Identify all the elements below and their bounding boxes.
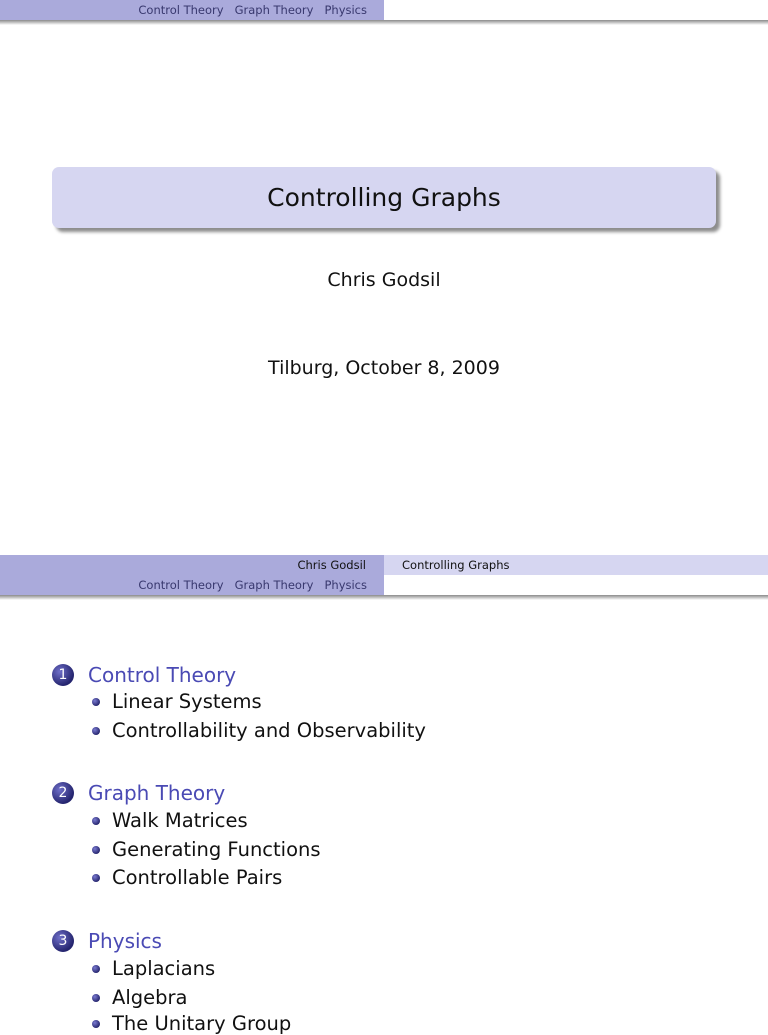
bullet-icon bbox=[92, 874, 100, 882]
toc-section-1[interactable] bbox=[52, 663, 236, 687]
bullet-icon bbox=[92, 698, 100, 706]
toc-section-3[interactable] bbox=[52, 929, 162, 953]
nav-link-control-theory[interactable]: Control Theory bbox=[138, 3, 224, 17]
event-date: Tilburg, October 8, 2009 bbox=[268, 357, 500, 379]
title-box bbox=[52, 167, 716, 228]
bullet-icon bbox=[92, 965, 100, 973]
toc-subsection-label[interactable]: Walk Matrices bbox=[112, 809, 248, 832]
presentation-title: Controlling Graphs bbox=[267, 183, 501, 212]
bullet-icon bbox=[92, 817, 100, 825]
top-nav-bar-slide2 bbox=[0, 575, 768, 595]
bullet-icon bbox=[92, 727, 100, 735]
nav-link-control-theory[interactable]: Control Theory bbox=[138, 578, 224, 592]
toc-subsection[interactable] bbox=[92, 957, 215, 980]
toc-subsection-label[interactable]: The Unitary Group bbox=[112, 1012, 292, 1035]
bullet-icon bbox=[92, 846, 100, 854]
toc-subsection-label[interactable]: Laplacians bbox=[112, 957, 216, 980]
toc-subsection-label[interactable]: Linear Systems bbox=[112, 690, 262, 713]
toc-subsection-label[interactable]: Controllability and Observability bbox=[112, 719, 426, 742]
toc-subsection[interactable] bbox=[92, 838, 321, 861]
toc-section-title[interactable]: Graph Theory bbox=[88, 781, 226, 805]
section-number-badge: 2 bbox=[52, 782, 74, 804]
nav-shadow bbox=[0, 595, 768, 600]
footer-bar bbox=[0, 555, 768, 575]
toc-section-2[interactable] bbox=[52, 781, 225, 805]
toc-section-title[interactable]: Control Theory bbox=[88, 663, 237, 687]
section-nav bbox=[0, 0, 384, 20]
toc-subsection[interactable] bbox=[92, 809, 248, 832]
toc-subsection-label[interactable]: Generating Functions bbox=[112, 838, 321, 861]
nav-link-physics[interactable]: Physics bbox=[324, 578, 367, 592]
bullet-icon bbox=[92, 994, 100, 1002]
section-nav-slide2 bbox=[0, 575, 384, 595]
toc-subsection-label[interactable]: Controllable Pairs bbox=[112, 866, 283, 889]
toc-subsection-label[interactable]: Algebra bbox=[112, 986, 188, 1009]
author-name: Chris Godsil bbox=[327, 269, 441, 291]
section-number-badge: 3 bbox=[52, 930, 74, 952]
footer-author: Chris Godsil bbox=[0, 555, 384, 575]
section-number-badge: 1 bbox=[52, 664, 74, 686]
toc-section-title[interactable]: Physics bbox=[88, 929, 162, 953]
footer-title: Controlling Graphs bbox=[384, 555, 768, 575]
toc-subsection[interactable] bbox=[92, 719, 426, 742]
top-nav-bar-slide1 bbox=[0, 0, 768, 20]
toc-subsection[interactable] bbox=[92, 690, 262, 713]
nav-link-graph-theory[interactable]: Graph Theory bbox=[234, 578, 314, 592]
toc-subsection[interactable] bbox=[92, 986, 187, 1009]
nav-right-blank bbox=[384, 575, 768, 595]
nav-link-graph-theory[interactable]: Graph Theory bbox=[234, 3, 314, 17]
toc-subsection[interactable] bbox=[92, 866, 282, 889]
nav-link-physics[interactable]: Physics bbox=[324, 3, 367, 17]
nav-shadow bbox=[0, 20, 768, 25]
nav-right-blank bbox=[384, 0, 768, 20]
